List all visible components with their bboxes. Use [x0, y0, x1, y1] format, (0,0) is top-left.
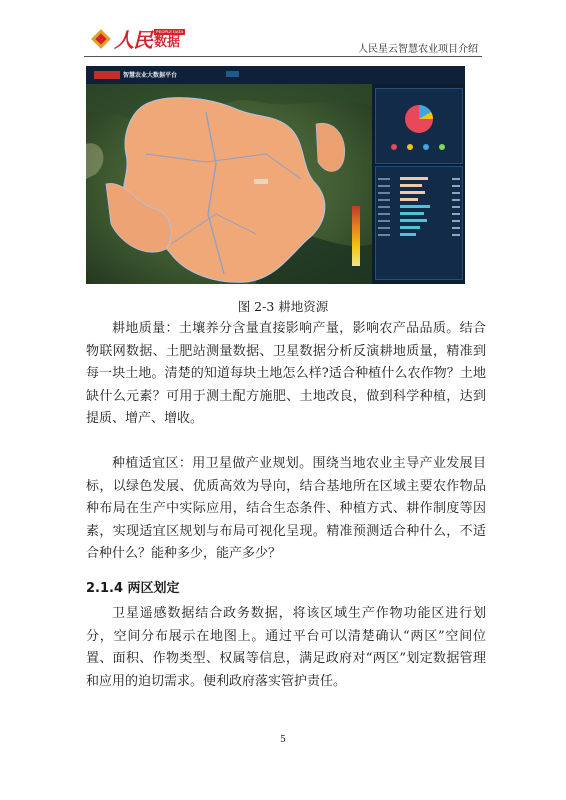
bar-panel — [375, 166, 463, 280]
bar-row — [378, 224, 460, 231]
map-legend — [352, 206, 360, 266]
dashboard-screenshot — [86, 66, 465, 284]
figure-caption: 图 2-3 耕地资源 — [237, 299, 329, 314]
dashboard-nav-item — [263, 71, 275, 77]
dashboard-nav — [208, 71, 331, 77]
bar-row — [378, 210, 460, 217]
bar-row — [378, 189, 460, 196]
paragraph-two-zones: 卫星遥感数据结合政务数据，将该区域生产作物功能区进行划分，空间分布展示在地图上。通过平台可以清楚确认“两区”空间位置、面积、作物类型、权属等信息，满足政府对“两区”划定数据管理和应用的迫切需求。便利政府落实管护责任。 — [86, 606, 486, 689]
dashboard-topbar — [86, 66, 465, 85]
bar-row — [378, 175, 460, 182]
header-divider — [84, 56, 482, 57]
bar-row — [378, 231, 460, 238]
logo-en: PEOPLE DATA — [156, 28, 184, 34]
dashboard-nav-item — [245, 71, 257, 77]
bar-row — [378, 182, 460, 189]
logo-text2: 数据 — [154, 33, 181, 49]
paragraph-suitable-area: 种植适宜区：用卫星做产业规划。围绕当地农业主导产业发展目标，以绿色发展、优质高效为导向，结合基地所在区域主要农作物品种布局在生产中实际应用，结合生态条件、种植方式、耕作制度等因素，实现适宜区规划与布局可视化呈现。精准预测适合种什么，不适合种什么？能种多少，能产多少？ — [86, 456, 486, 561]
pie-panel — [375, 88, 463, 164]
paragraph-cropland-quality: 耕地质量：土壤养分含量直接影响产量，影响农产品品质。结合物联网数据、土肥站测量数据、卫星数据分析反演耕地质量，精准到每一块土地。清楚的知道每块土地怎么样?适合种植什么农作物？土地缺什么元素？可用于测土配方施肥、土地改良，做到科学种植，达到提质、增产、增收。 — [86, 321, 486, 426]
dashboard-title: 智慧农业大数据平台 — [123, 72, 178, 79]
dashboard-nav-item — [208, 71, 220, 77]
dashboard-nav-item — [319, 71, 331, 77]
dashboard-sidepanel — [372, 84, 465, 284]
pie-chart — [376, 89, 462, 161]
page-header — [0, 0, 566, 62]
page-number: 5 — [280, 735, 286, 745]
logo-text: 人民 — [114, 28, 152, 52]
bar-row — [378, 196, 460, 203]
satellite-map — [86, 84, 372, 284]
dashboard-logo — [94, 71, 120, 79]
bar-row — [378, 217, 460, 224]
bar-row — [378, 203, 460, 210]
dashboard-nav-item — [282, 71, 294, 77]
dashboard-nav-item-active — [226, 71, 238, 77]
section-heading: 2.1.4 两区划定 — [86, 581, 180, 596]
logo-icon — [90, 28, 112, 50]
logo — [90, 24, 185, 53]
header-title: 人民星云智慧农业项目介绍 — [358, 44, 478, 55]
dashboard-nav-item — [300, 71, 312, 77]
